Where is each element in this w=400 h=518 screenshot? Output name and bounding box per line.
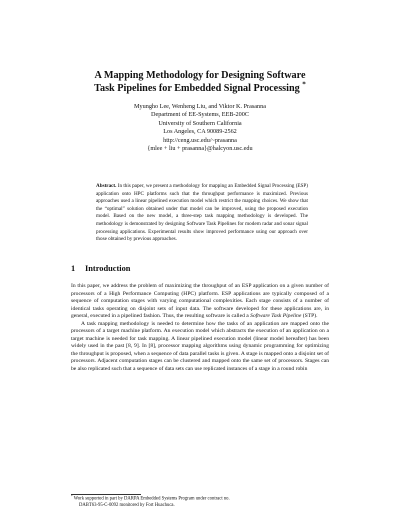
footnote: [71, 496, 329, 509]
paper-title: [40, 69, 360, 95]
paragraph-1-emphasis: Software Task Pipeline: [250, 313, 302, 320]
title-line-2: [40, 82, 360, 95]
footnote-mark: *: [71, 494, 73, 498]
author-names: Myungho Lee, Wenheng Liu, and Viktor K. Prasanna: [134, 103, 266, 110]
paragraph-1: [71, 283, 329, 321]
paragraph-1-text-a: In this paper, we address the problem of maximizing the throughput of an ESP application on a given number of processors of a High Performance Computing (HPC) platform. ESP applications are typically composed of a sequence of computation stages with varying computational complexities. Each stage consists of a number of identical tasks operating on disjoint sets of input data. The software developed for these applications are, in general, executed in a pipelined fashion. Thus, the resulting software is called a: [71, 283, 329, 320]
abstract-label: Abstract.: [96, 183, 117, 189]
title-footnote-mark: *: [302, 80, 306, 89]
paragraph-2: A task mapping methodology is needed to determine how the tasks of an application are mapped onto the processors of a target machine platform. An execution model which abstracts the execution of an application on a target machine is needed for task mapping. A linear pipelined execution model (linear model hereafter) has been widely used in the past [8, 9]. In [8], processor mapping algorithms using dynamic programming for optimizing the throughput is proposed, when a sequence of data parallel tasks is given. A stage is mapped onto a disjoint set of processors. Adjacent computation stages can be clustered and mapped onto the same set of processors. Stages can be also replicated such that a sequence of data sets can use replicated instances of a stage in a round robin: [71, 320, 329, 373]
footnote-rule: [71, 494, 141, 495]
abstract-text: In this paper, we present a methodology for mapping an Embedded Signal Processing (ESP) application onto HPC platforms such that the throughput performance is maximized. Previous approaches used a linear pipelined execution model which restrict the mapping choices. We show that the “optimal” solution obtained under that model can be improved, using the proposed execution model. Based on the new model, a three-step task mapping methodology is developed. The methodology is demonstrated by designing Software Task Pipelines for modern radar and sonar signal processing applications. Experimental results show improved performance using our approach over those obtained by previous approaches.: [96, 183, 308, 243]
title-line-2-text: Task Pipelines for Embedded Signal Processing: [94, 83, 300, 94]
author-university: University of Southern California: [158, 119, 242, 127]
paragraph-1-text-b: (STP).: [301, 313, 318, 320]
footnote-line-1-text: Work supported in part by DARPA Embedded Systems Program under contract no.: [73, 496, 230, 502]
section-number: 1: [71, 264, 76, 273]
section-title: Introduction: [85, 264, 131, 273]
section-body: [71, 283, 329, 374]
footnote-line-2: DABT63-95-C-0092 monitored by Fort Huachuca.: [79, 502, 175, 508]
section-heading: [71, 264, 130, 274]
author-department: Department of EE-Systems, EEB-200C: [151, 111, 249, 119]
footnote-line-1: [71, 496, 329, 503]
author-url: http://ceng.usc.edu/~prasanna: [163, 136, 237, 144]
author-city: Los Angeles, CA 90089-2562: [163, 128, 237, 136]
author-block: [40, 103, 360, 153]
author-emails: {mlee + liu + prasanna}@halcyon.usc.edu: [147, 145, 253, 153]
title-line-1: A Mapping Methodology for Designing Software: [94, 70, 306, 81]
abstract: [96, 183, 308, 244]
